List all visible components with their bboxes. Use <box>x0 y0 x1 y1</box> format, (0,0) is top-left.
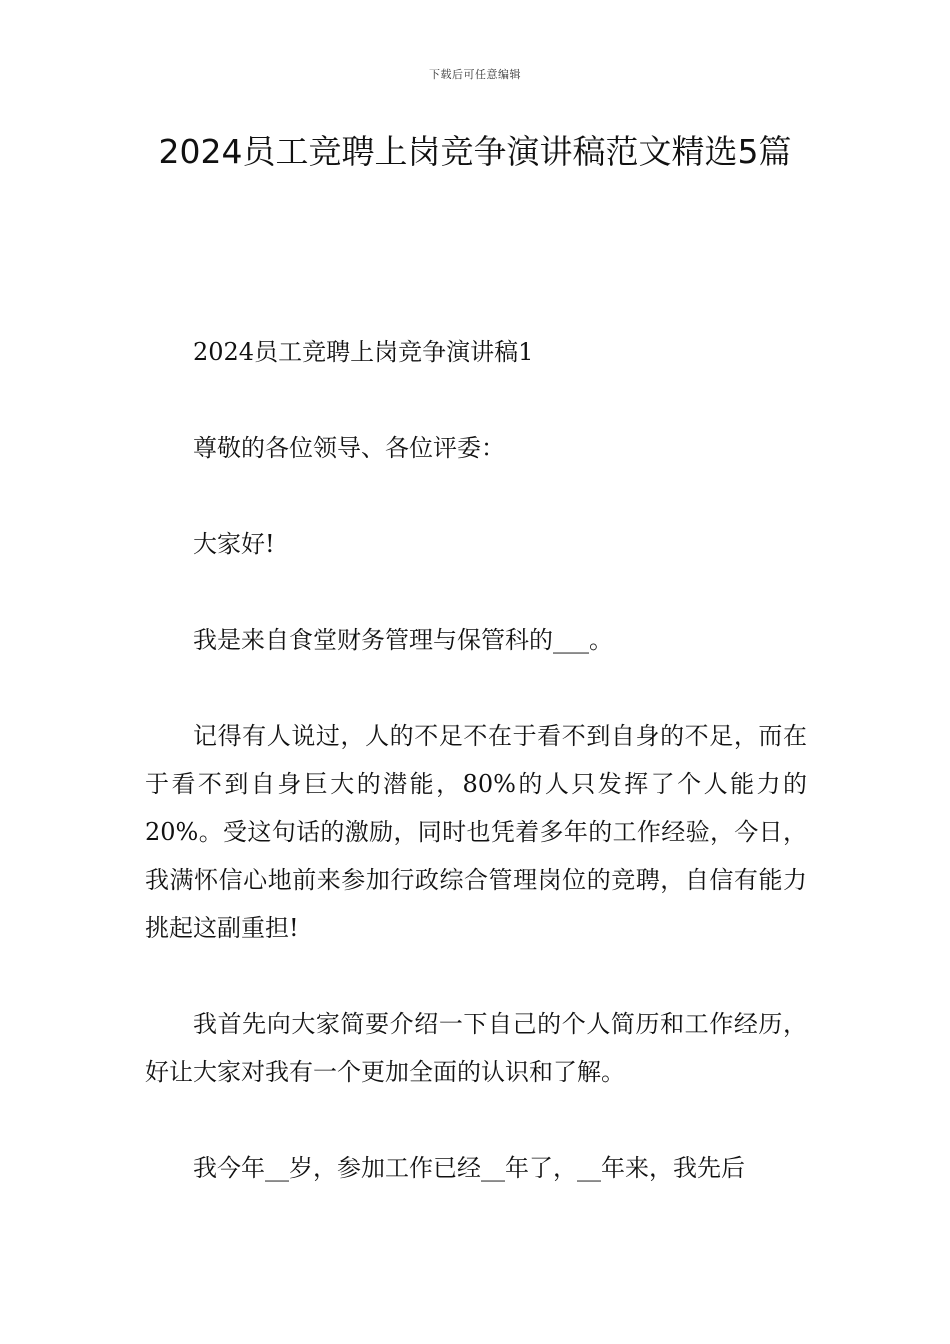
section-heading: 2024员工竞聘上岗竞争演讲稿1 <box>193 338 534 366</box>
paragraph-resume-intro: 我首先向大家简要介绍一下自己的个人简历和工作经历，好让大家对我有一个更加全面的认识和了解。 <box>145 1010 807 1086</box>
document-title: 2024员工竞聘上岗竞争演讲稿范文精选5篇 <box>158 132 792 171</box>
paragraph-experience: 我今年__岁，参加工作已经__年了，__年来，我先后 <box>193 1154 745 1182</box>
document-body <box>145 328 807 1192</box>
paragraph-motivation: 记得有人说过，人的不足不在于看不到自身的不足，而在于看不到自身巨大的潜能，80%的人只发挥了个人能力的20%。受这句话的激励，同时也凭着多年的工作经验，今日，我满怀信心地前来参加行政综合管理岗位的竞聘，自信有能力挑起这副重担! <box>145 722 807 942</box>
salutation: 尊敬的各位领导、各位评委： <box>193 434 505 462</box>
header-note: 下载后可任意编辑 <box>429 68 521 81</box>
paragraph-introduction: 我是来自食堂财务管理与保管科的___。 <box>193 626 613 654</box>
greeting: 大家好! <box>193 530 275 558</box>
